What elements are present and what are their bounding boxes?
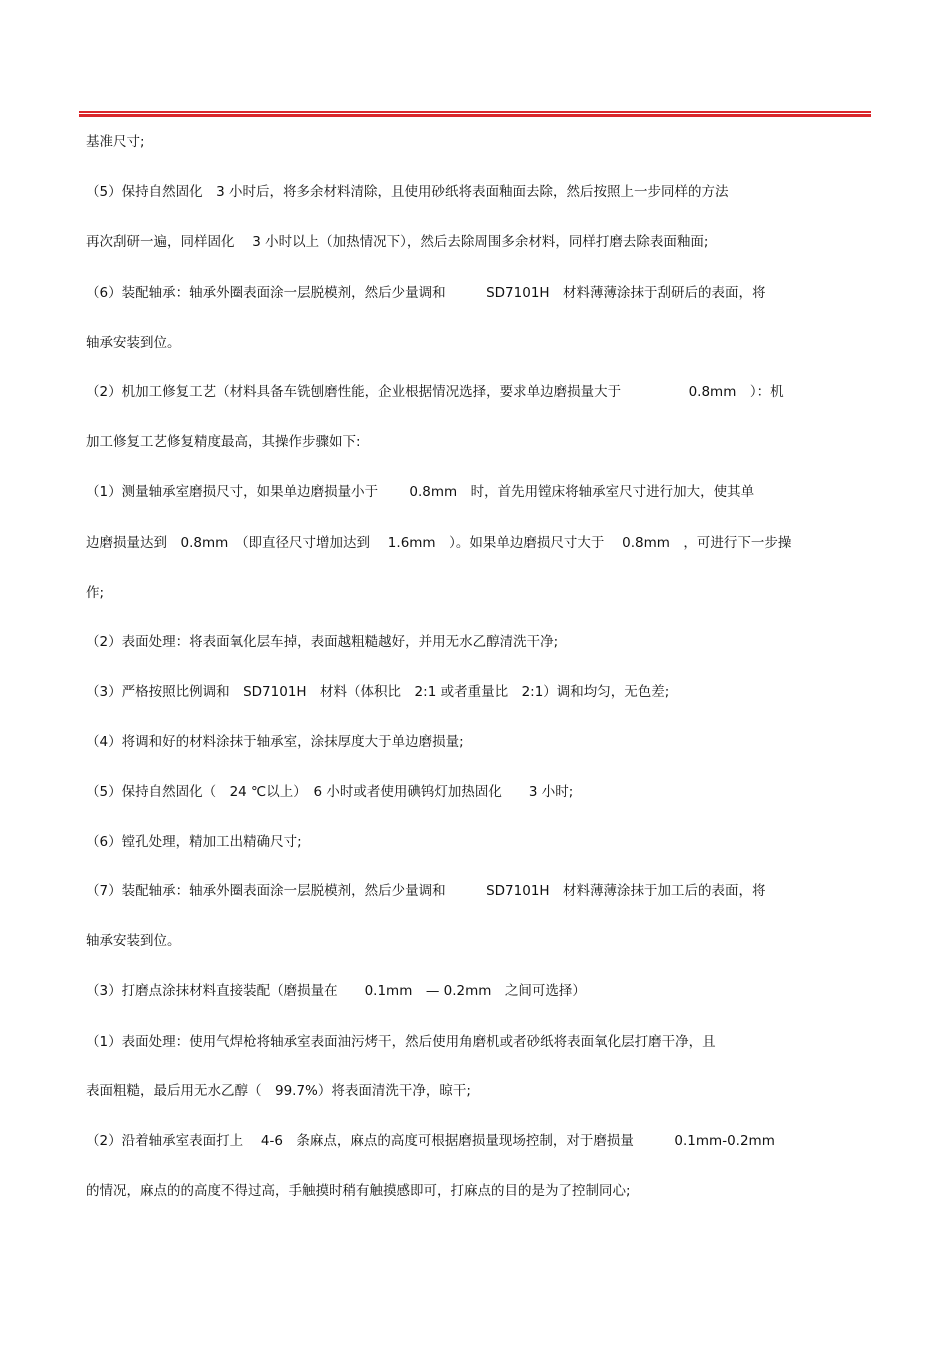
text-line: 轴承安装到位。	[86, 933, 181, 949]
text-line: 加工修复工艺修复精度最高，其操作步骤如下:	[86, 434, 361, 450]
text-line: （5）保持自然固化 3 小时后，将多余材料清除，且使用砂纸将表面釉面去除，然后按照上一步同样的方法	[86, 184, 729, 200]
text-line: （3）严格按照比例调和 SD7101H 材料（体积比 2:1 或者重量比 2:1）调和均匀，无色差;	[86, 684, 670, 700]
text-line: 作;	[86, 585, 105, 601]
text-line: （4）将调和好的材料涂抹于轴承室，涂抹厚度大于单边磨损量;	[86, 734, 464, 750]
text-line: （5）保持自然固化（ 24 ℃以上） 6 小时或者使用碘钨灯加热固化 3 小时;	[86, 784, 574, 800]
text-line: 边磨损量达到 0.8mm （即直径尺寸增加达到 1.6mm ）。如果单边磨损尺寸大于 0.8mm ，可进行下一步操	[86, 535, 792, 551]
text-line: （6）镗孔处理，精加工出精确尺寸;	[86, 834, 302, 850]
section-heading: （3）打磨点涂抹材料直接装配（磨损量在 0.1mm — 0.2mm 之间可选择）	[86, 983, 586, 999]
header-rule-thin	[79, 111, 871, 113]
text-line: 再次刮研一遍，同样固化 3 小时以上（加热情况下），然后去除周围多余材料，同样打磨去除表面釉面;	[86, 234, 709, 250]
text-line: 的情况，麻点的的高度不得过高，手触摸时稍有触摸感即可，打麻点的目的是为了控制同心;	[86, 1183, 631, 1199]
section-heading: （2）机加工修复工艺（材料具备车铣刨磨性能，企业根据情况选择，要求单边磨损量大于 0.8mm ）：机	[86, 384, 784, 400]
text-line: （2）表面处理：将表面氧化层车掉，表面越粗糙越好，并用无水乙醇清洗干净;	[86, 634, 559, 650]
text-line: （2）沿着轴承室表面打上 4-6 条麻点，麻点的高度可根据磨损量现场控制，对于磨损量 0.1mm-0.2mm	[86, 1133, 775, 1149]
text-line: （1）表面处理：使用气焊枪将轴承室表面油污烤干，然后使用角磨机或者砂纸将表面氧化层打磨干净，且	[86, 1034, 716, 1050]
text-line: （6）装配轴承：轴承外圈表面涂一层脱模剂，然后少量调和 SD7101H 材料薄薄涂抹于刮研后的表面，将	[86, 285, 766, 301]
text-line: 基准尺寸;	[86, 134, 145, 150]
text-line: （1）测量轴承室磨损尺寸，如果单边磨损量小于 0.8mm 时，首先用镗床将轴承室尺寸进行加大，使其单	[86, 484, 755, 500]
header-rule-thick	[79, 114, 871, 117]
text-line: （7）装配轴承：轴承外圈表面涂一层脱模剂，然后少量调和 SD7101H 材料薄薄涂抹于加工后的表面，将	[86, 883, 766, 899]
text-line: 表面粗糙，最后用无水乙醇（ 99.7%）将表面清洗干净，晾干;	[86, 1083, 471, 1099]
text-line: 轴承安装到位。	[86, 335, 181, 351]
